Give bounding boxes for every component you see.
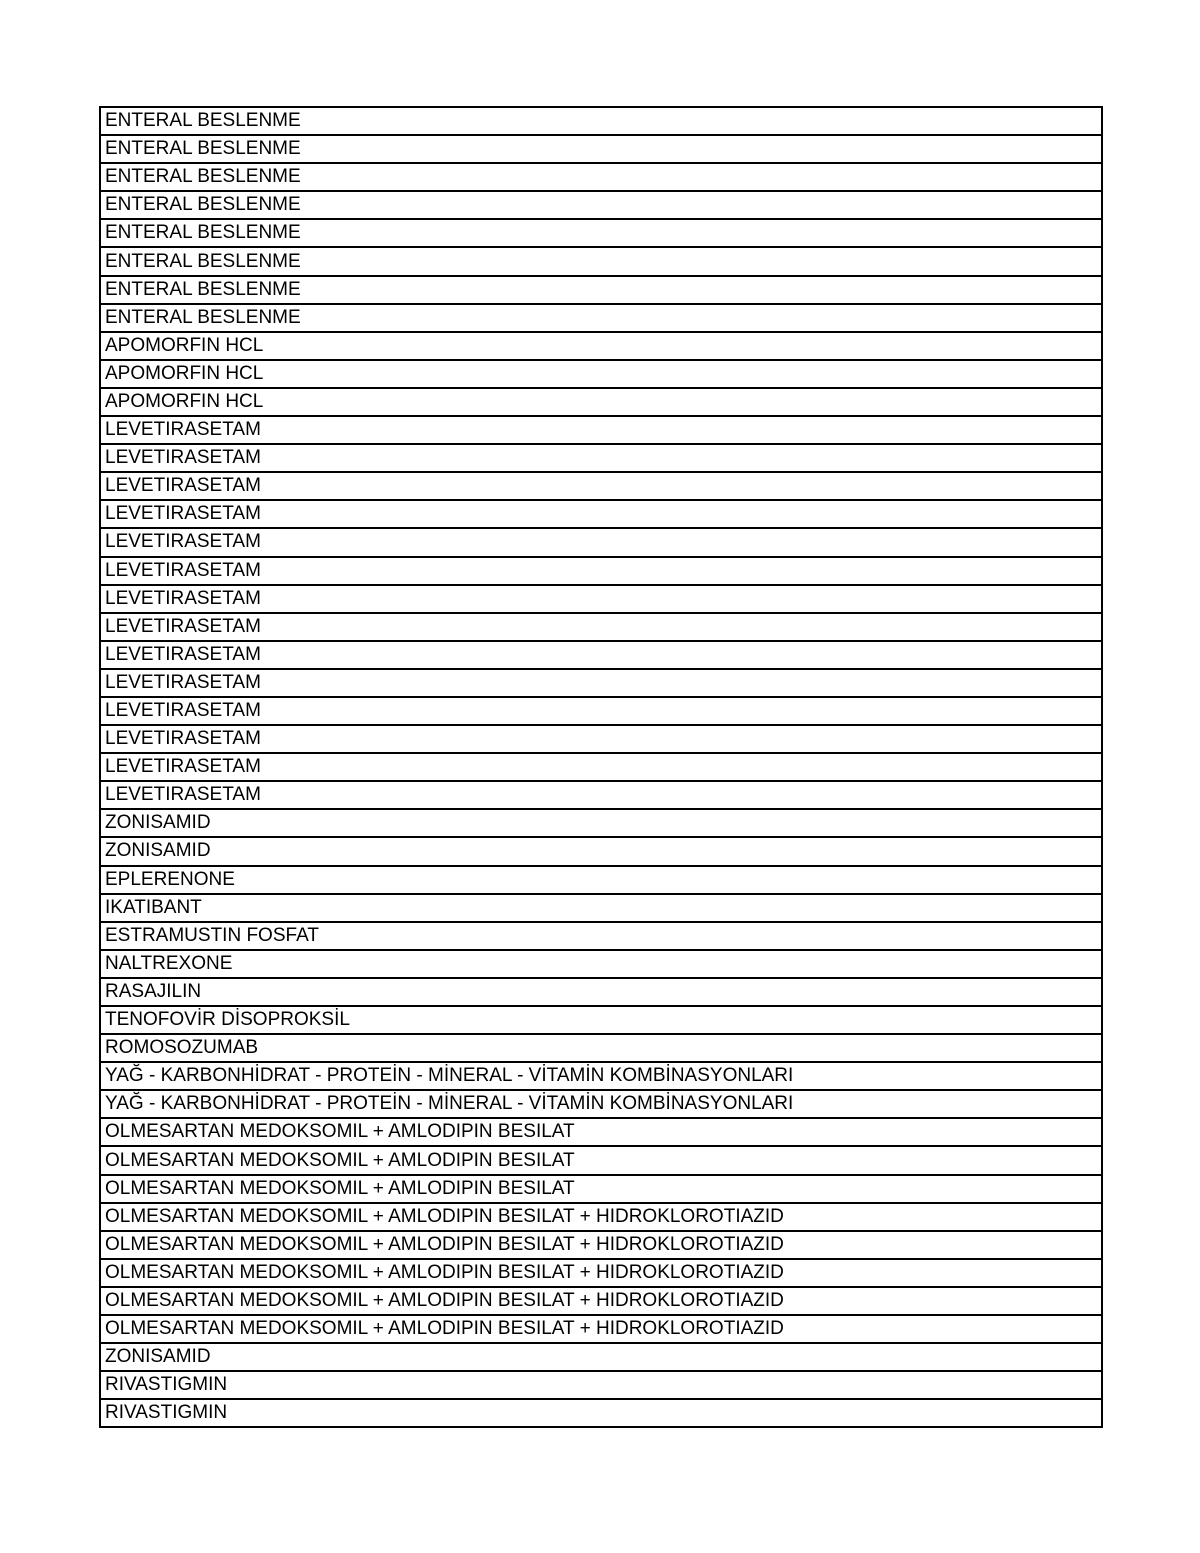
drug-name-cell: OLMESARTAN MEDOKSOMIL + AMLODIPIN BESILAT + HIDROKLOROTIAZID — [100, 1203, 1102, 1231]
table-row — [100, 1399, 1102, 1427]
table-row — [100, 894, 1102, 922]
drug-name-cell: APOMORFIN HCL — [100, 332, 1102, 360]
table-row — [100, 135, 1102, 163]
table-row — [100, 304, 1102, 332]
table-body — [100, 107, 1102, 1427]
table-row — [100, 669, 1102, 697]
table-row — [100, 866, 1102, 894]
drug-name-cell: TENOFOVİR DİSOPROKSİL — [100, 1006, 1102, 1034]
table-row — [100, 837, 1102, 865]
drug-name-cell: LEVETIRASETAM — [100, 472, 1102, 500]
table-row — [100, 1118, 1102, 1146]
table-row — [100, 388, 1102, 416]
table-row — [100, 191, 1102, 219]
drug-name-cell: YAĞ - KARBONHİDRAT - PROTEİN - MİNERAL - VİTAMİN KOMBİNASYONLARI — [100, 1062, 1102, 1090]
table-row — [100, 725, 1102, 753]
table-row — [100, 247, 1102, 275]
drug-name-cell: OLMESARTAN MEDOKSOMIL + AMLODIPIN BESILAT + HIDROKLOROTIAZID — [100, 1231, 1102, 1259]
table-row — [100, 1034, 1102, 1062]
table-row — [100, 1146, 1102, 1174]
drug-name-cell: OLMESARTAN MEDOKSOMIL + AMLODIPIN BESILAT + HIDROKLOROTIAZID — [100, 1287, 1102, 1315]
table-row — [100, 1259, 1102, 1287]
table-row — [100, 1287, 1102, 1315]
drug-name-cell: ZONISAMID — [100, 1343, 1102, 1371]
table-row — [100, 557, 1102, 585]
table-row — [100, 1006, 1102, 1034]
drug-name-cell: LEVETIRASETAM — [100, 613, 1102, 641]
drug-name-cell: ENTERAL BESLENME — [100, 219, 1102, 247]
table-row — [100, 1175, 1102, 1203]
drug-list-table — [99, 106, 1103, 1428]
drug-name-cell: OLMESARTAN MEDOKSOMIL + AMLODIPIN BESILAT — [100, 1118, 1102, 1146]
drug-name-cell: YAĞ - KARBONHİDRAT - PROTEİN - MİNERAL - VİTAMİN KOMBİNASYONLARI — [100, 1090, 1102, 1118]
drug-name-cell: LEVETIRASETAM — [100, 753, 1102, 781]
drug-name-cell: LEVETIRASETAM — [100, 557, 1102, 585]
table-row — [100, 950, 1102, 978]
drug-name-cell: LEVETIRASETAM — [100, 669, 1102, 697]
drug-name-cell: ENTERAL BESLENME — [100, 191, 1102, 219]
table-row — [100, 641, 1102, 669]
table-row — [100, 922, 1102, 950]
drug-name-cell: ROMOSOZUMAB — [100, 1034, 1102, 1062]
drug-name-cell: OLMESARTAN MEDOKSOMIL + AMLODIPIN BESILAT + HIDROKLOROTIAZID — [100, 1315, 1102, 1343]
drug-name-cell: ZONISAMID — [100, 809, 1102, 837]
table-row — [100, 332, 1102, 360]
table-row — [100, 500, 1102, 528]
table-row — [100, 1090, 1102, 1118]
table-row — [100, 219, 1102, 247]
table-row — [100, 472, 1102, 500]
drug-name-cell: ENTERAL BESLENME — [100, 163, 1102, 191]
drug-name-cell: RIVASTIGMIN — [100, 1399, 1102, 1427]
table-row — [100, 444, 1102, 472]
drug-name-cell: LEVETIRASETAM — [100, 444, 1102, 472]
drug-name-cell: IKATIBANT — [100, 894, 1102, 922]
drug-name-cell: OLMESARTAN MEDOKSOMIL + AMLODIPIN BESILAT + HIDROKLOROTIAZID — [100, 1259, 1102, 1287]
table-row — [100, 1062, 1102, 1090]
table-row — [100, 781, 1102, 809]
drug-name-cell: APOMORFIN HCL — [100, 360, 1102, 388]
drug-name-cell: LEVETIRASETAM — [100, 528, 1102, 556]
drug-name-cell: NALTREXONE — [100, 950, 1102, 978]
drug-name-cell: ENTERAL BESLENME — [100, 304, 1102, 332]
table-row — [100, 528, 1102, 556]
table-row — [100, 416, 1102, 444]
drug-name-cell: LEVETIRASETAM — [100, 697, 1102, 725]
drug-name-cell: LEVETIRASETAM — [100, 500, 1102, 528]
drug-name-cell: RASAJILIN — [100, 978, 1102, 1006]
table-row — [100, 613, 1102, 641]
drug-name-cell: ENTERAL BESLENME — [100, 135, 1102, 163]
drug-name-cell: LEVETIRASETAM — [100, 585, 1102, 613]
table-row — [100, 1343, 1102, 1371]
table-row — [100, 697, 1102, 725]
table-row — [100, 360, 1102, 388]
drug-name-cell: ENTERAL BESLENME — [100, 276, 1102, 304]
drug-name-cell: LEVETIRASETAM — [100, 641, 1102, 669]
drug-name-cell: LEVETIRASETAM — [100, 725, 1102, 753]
table-row — [100, 276, 1102, 304]
table-row — [100, 1315, 1102, 1343]
drug-name-cell: ZONISAMID — [100, 837, 1102, 865]
table-row — [100, 1231, 1102, 1259]
drug-name-cell: APOMORFIN HCL — [100, 388, 1102, 416]
table-row — [100, 585, 1102, 613]
table-row — [100, 107, 1102, 135]
drug-name-cell: LEVETIRASETAM — [100, 416, 1102, 444]
table-row — [100, 163, 1102, 191]
drug-name-cell: OLMESARTAN MEDOKSOMIL + AMLODIPIN BESILAT — [100, 1175, 1102, 1203]
table-row — [100, 1371, 1102, 1399]
table-row — [100, 1203, 1102, 1231]
table-row — [100, 809, 1102, 837]
table-row — [100, 978, 1102, 1006]
table-row — [100, 753, 1102, 781]
drug-name-cell: LEVETIRASETAM — [100, 781, 1102, 809]
drug-name-cell: OLMESARTAN MEDOKSOMIL + AMLODIPIN BESILAT — [100, 1146, 1102, 1174]
drug-name-cell: ESTRAMUSTIN FOSFAT — [100, 922, 1102, 950]
drug-name-cell: RIVASTIGMIN — [100, 1371, 1102, 1399]
drug-name-cell: EPLERENONE — [100, 866, 1102, 894]
drug-name-cell: ENTERAL BESLENME — [100, 107, 1102, 135]
drug-name-cell: ENTERAL BESLENME — [100, 247, 1102, 275]
